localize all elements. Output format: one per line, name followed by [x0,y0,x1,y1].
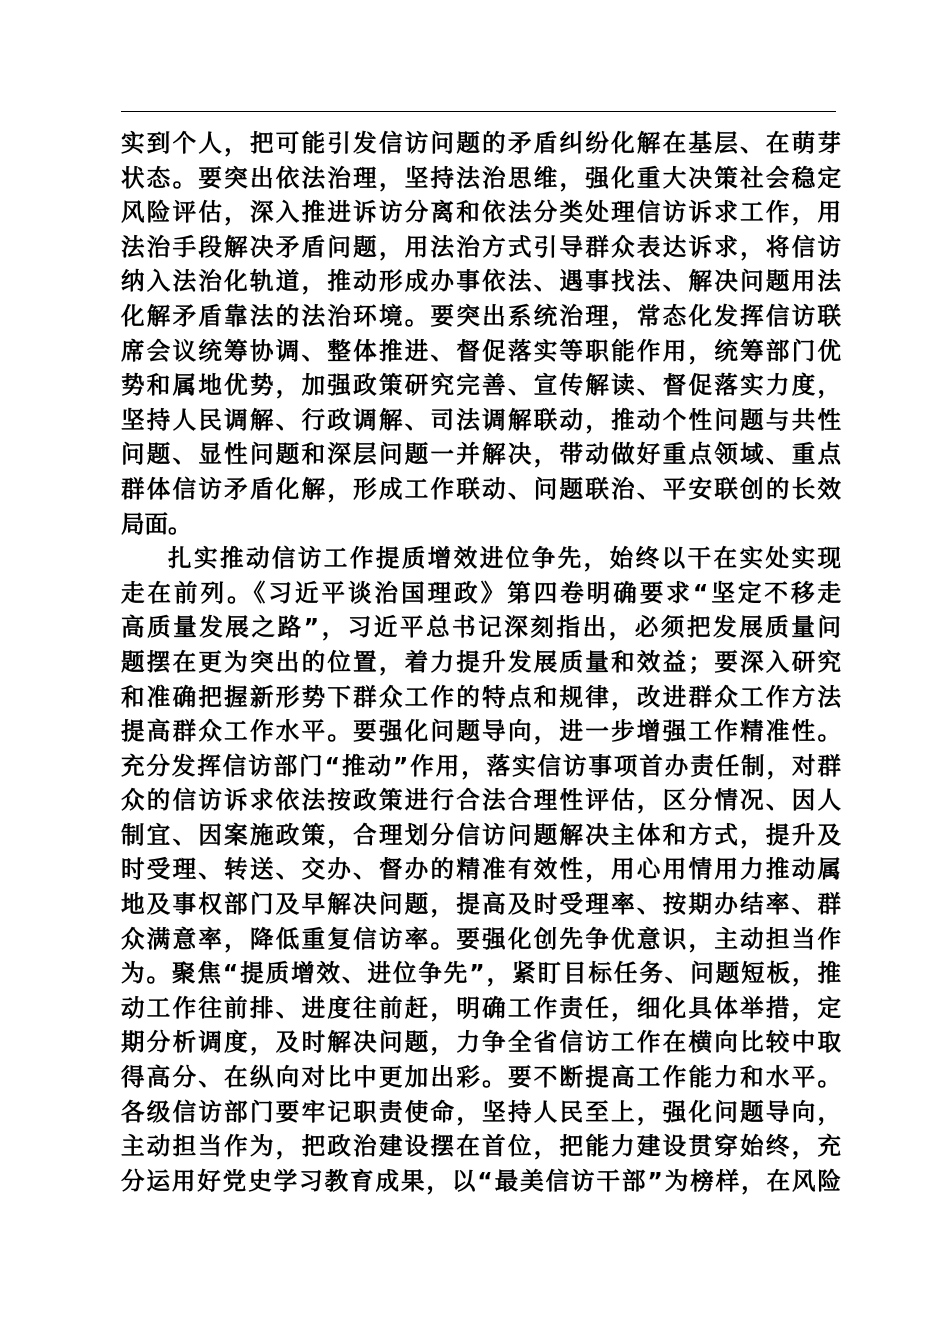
body-text [121,126,841,1198]
text-line: 状态。要突出依法治理，坚持法治思维，强化重大决策社会稳定 [121,163,841,192]
text-line: 得高分、在纵向对比中更加出彩。要不断提高工作能力和水平。 [121,1063,841,1092]
text-line: 走在前列。《习近平谈治国理政》第四卷明确要求“坚定不移走 [121,578,841,607]
text-line: 时受理、转送、交办、督办的精准有效性，用心用情用力推动属 [121,855,841,884]
text-line: 局面。 [121,509,192,538]
text-line: 充分发挥信访部门“推动”作用，落实信访事项首办责任制，对群 [121,751,841,780]
text-line: 为。聚焦“提质增效、进位争先”，紧盯目标任务、问题短板，推 [121,959,841,988]
text-line: 动工作往前排、进度往前赶，明确工作责任，细化具体举措，定 [121,993,841,1022]
text-line: 分运用好党史学习教育成果，以“最美信访干部”为榜样，在风险 [121,1166,841,1195]
text-line: 题摆在更为突出的位置，着力提升发展质量和效益；要深入研究 [121,647,841,676]
text-line: 群体信访矛盾化解，形成工作联动、问题联治、平安联创的长效 [121,474,841,503]
text-line: 实到个人，把可能引发信访问题的矛盾纠纷化解在基层、在萌芽 [121,129,841,157]
text-line: 众满意率，降低重复信访率。要强化创先争优意识，主动担当作 [121,924,841,953]
text-line: 席会议统筹协调、整体推进、督促落实等职能作用，统筹部门优 [121,336,841,365]
text-line: 势和属地优势，加强政策研究完善、宣传解读、督促落实力度， [121,371,841,400]
text-line: 和准确把握新形势下群众工作的特点和规律，改进群众工作方法 [121,682,841,711]
text-line: 风险评估，深入推进诉访分离和依法分类处理信访诉求工作，用 [121,198,841,227]
text-line: 提高群众工作水平。要强化问题导向，进一步增强工作精准性。 [121,717,841,746]
paragraph-first-line: 扎实推动信访工作提质增效进位争先，始终以干在实处实现 [168,544,841,573]
text-line: 化解矛盾靠法的法治环境。要突出系统治理，常态化发挥信访联 [121,301,841,330]
text-line: 问题、显性问题和深层问题一并解决，带动做好重点领域、重点 [121,440,841,469]
text-line: 制宜、因案施政策，合理划分信访问题解决主体和方式，提升及 [121,820,841,849]
text-line: 各级信访部门要牢记职责使命，坚持人民至上，强化问题导向， [121,1097,841,1126]
text-line: 坚持人民调解、行政调解、司法调解联动，推动个性问题与共性 [121,405,841,434]
text-line: 纳入法治化轨道，推动形成办事依法、遇事找法、解决问题用法 [121,267,841,296]
text-line: 高质量发展之路”，习近平总书记深刻指出，必须把发展质量问 [121,613,841,642]
text-line: 地及事权部门及早解决问题，提高及时受理率、按期办结率、群 [121,890,841,919]
header-rule [121,111,836,112]
text-line: 众的信访诉求依法按政策进行合法合理性评估，区分情况、因人 [121,786,841,815]
text-line: 期分析调度，及时解决问题，力争全省信访工作在横向比较中取 [121,1028,841,1057]
text-line: 主动担当作为，把政治建设摆在首位，把能力建设贯穿始终，充 [121,1132,841,1161]
text-line: 法治手段解决矛盾问题，用法治方式引导群众表达诉求，将信访 [121,232,841,261]
